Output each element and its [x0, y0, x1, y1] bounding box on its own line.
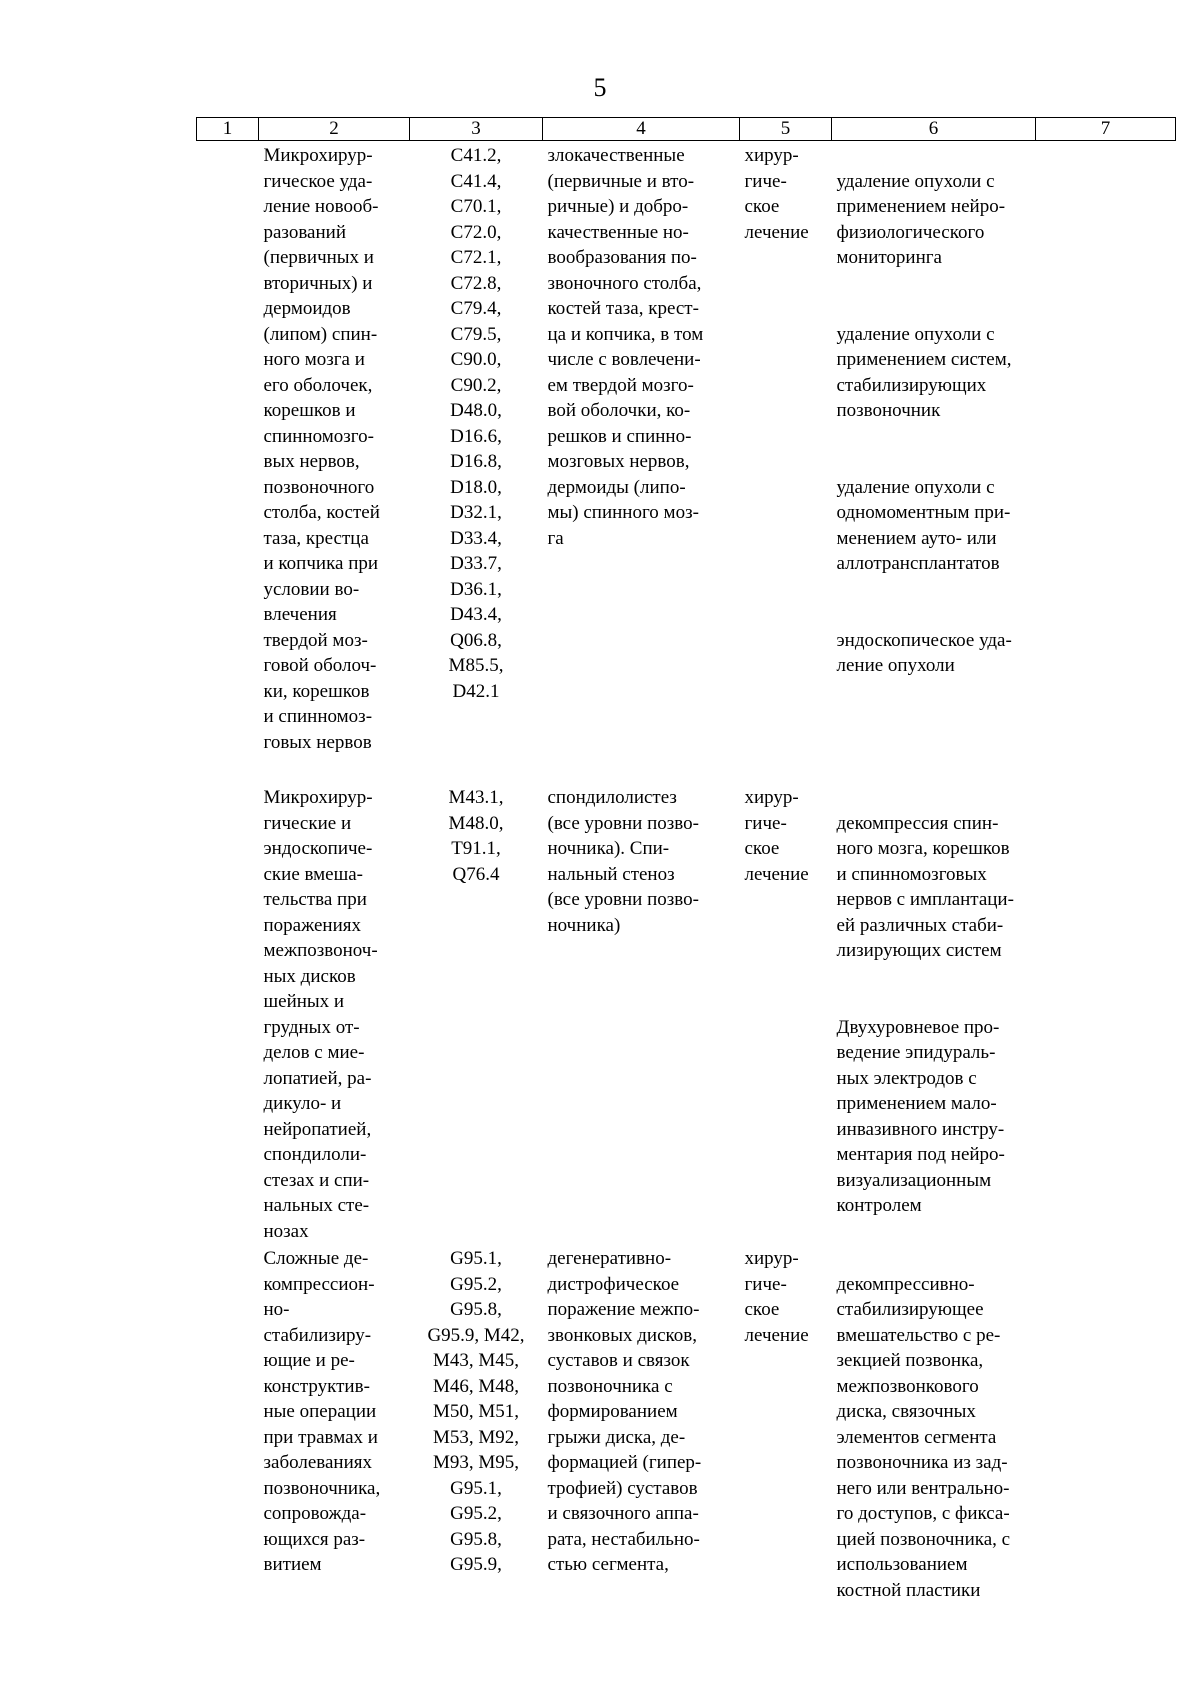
intervention-name-cell: Микрохирур- гическое уда- ление новооб- разований (первичных и вторичных) и дермоидов (липом) спин- ного мозга и его оболочек, корешков и спинномозго- вых нервов, позвоночного столба, костей таза, крестца и копчика при условии во- влечения твердой моз- говой оболоч- ки, корешков и спинномоз- говых нервов	[263, 145, 380, 753]
column-number-header	[197, 118, 1176, 141]
method-paragraph: Двухуровневое про- ведение эпидураль- ных электродов с применением мало- инвазивного инстру- ментария под нейро- визуализационным контролем	[836, 1016, 1005, 1216]
method-paragraph: эндоскопическое уда- ление опухоли	[836, 629, 1012, 676]
patient-model-cell: спондилолистез (все уровни позво- ночника). Спи- нальный стеноз (все уровни позво- ночника)	[547, 787, 699, 936]
method-paragraph: декомпрессивно- стабилизирующее вмешательство с ре- зекцией позвонка, межпозвонкового диска, связочных элементов сегмента позвоночника из зад- него или вентрально- го доступов, с фикса- цией позвоночника, с использованием костной пластики	[836, 1273, 1011, 1601]
document-table-container	[196, 117, 1175, 1629]
col1-cell	[197, 141, 259, 784]
col7-cell	[1036, 1244, 1176, 1629]
method-paragraph: удаление опухоли с применением нейро- физиологического мониторинга	[836, 170, 1006, 268]
method-paragraph: удаление опухоли с одномоментным при- менением ауто- или аллотрансплантатов	[836, 476, 1011, 574]
header-cell-6: 6	[832, 118, 1036, 141]
col1-cell	[197, 783, 259, 1244]
treatment-method-cell	[832, 1244, 1036, 1629]
col1-cell	[197, 1244, 259, 1629]
page-number: 5	[593, 73, 607, 102]
icd-codes-cell: G95.1, G95.2, G95.8, G95.9, M42, M43, M45, M46, M48, M50, M51, M53, M92, M93, M95, G95.1, G95.2, G95.8, G95.9,	[427, 1248, 525, 1575]
header-row	[197, 118, 1176, 141]
treatment-type-cell: хирур- гиче- ское лечение	[744, 787, 809, 885]
table-row	[197, 141, 1176, 784]
header-cell-4: 4	[543, 118, 740, 141]
col7-cell	[1036, 141, 1176, 784]
header-cell-5: 5	[740, 118, 832, 141]
table-row	[197, 1244, 1176, 1629]
table-row	[197, 783, 1176, 1244]
header-cell-3: 3	[410, 118, 543, 141]
treatment-type-cell: хирур- гиче- ское лечение	[744, 1248, 809, 1346]
intervention-name-cell: Сложные де- компрессион- но- стабилизиру- ющие и ре- конструктив- ные операции при травмах и заболеваниях позвоночника, сопровожда- ющихся раз- витием	[263, 1248, 381, 1575]
method-paragraph: удаление опухоли с применением систем, стабилизирующих позвоночник	[836, 323, 1012, 421]
icd-codes-cell: C41.2, C41.4, C70.1, C72.0, C72.1, C72.8, C79.4, C79.5, C90.0, C90.2, D48.0, D16.6, D16.8, D18.0, D32.1, D33.4, D33.7, D36.1, D43.4, Q06.8, M85.5, D42.1	[448, 145, 504, 702]
header-cell-7: 7	[1036, 118, 1176, 141]
icd-codes-cell: M43.1, M48.0, T91.1, Q76.4	[448, 787, 504, 885]
method-paragraph: декомпрессия спин- ного мозга, корешков и спинномозговых нервов с имплантаци- ей различных стаби- лизирующих систем	[836, 812, 1014, 961]
patient-model-cell: злокачественные (первичные и вто- ричные) и добро- качественные но- вообразования по- звоночного столба, костей таза, крест- ца и копчика, в том числе с вовлечени- ем твердой мозго- вой оболочки, ко- решков и спинно- мозговых нервов, дермоиды (липо- мы) спинного моз- га	[547, 145, 704, 549]
patient-model-cell: дегенеративно- дистрофическое поражение межпо- звонковых дисков, суставов и связок позвоночника с формированием грыжи диска, де- формацией (гипер- трофией) суставов и связочного аппа- рата, нестабильно- стью сегмента,	[547, 1248, 702, 1575]
col7-cell	[1036, 783, 1176, 1244]
treatment-method-cell	[832, 141, 1036, 784]
header-cell-2: 2	[259, 118, 410, 141]
medical-care-table	[196, 117, 1176, 1629]
treatment-type-cell: хирур- гиче- ское лечение	[744, 145, 809, 243]
header-cell-1: 1	[197, 118, 259, 141]
treatment-method-cell	[832, 783, 1036, 1244]
intervention-name-cell: Микрохирур- гические и эндоскопиче- ские вмеша- тельства при поражениях межпозвоноч- ных дисков шейных и грудных от- делов с мие- лопатией, ра- дикуло- и нейропатией, спондилоли- стезах и спи- нальных сте- нозах	[263, 787, 378, 1242]
